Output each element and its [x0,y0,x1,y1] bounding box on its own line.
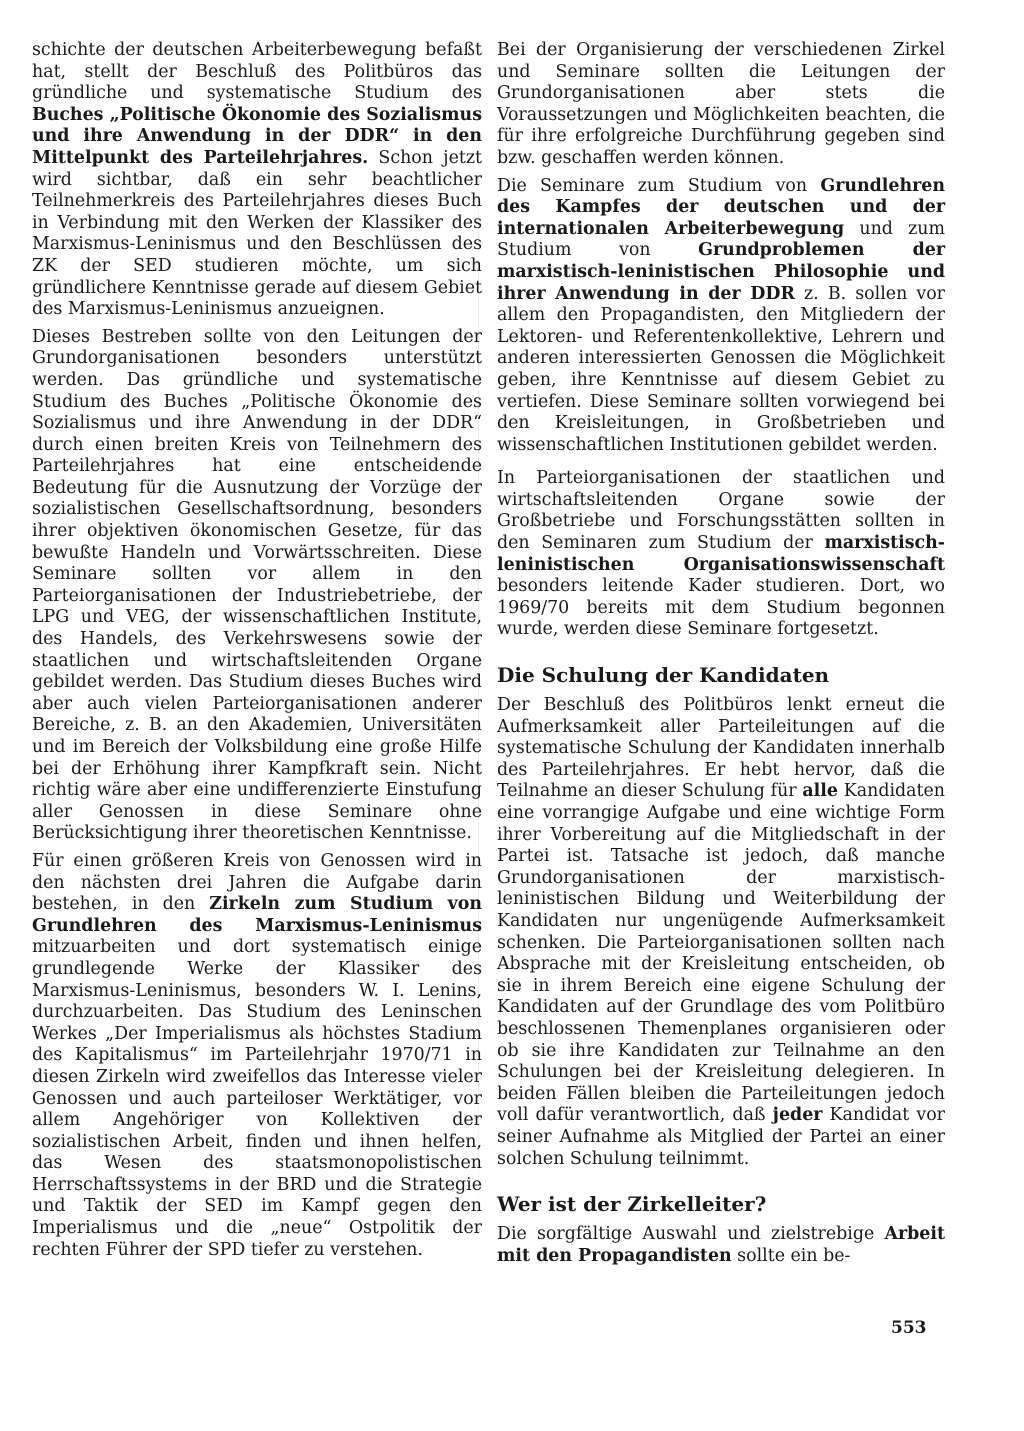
bold-text: alle [802,781,838,802]
paragraph [32,851,482,1261]
text-run: Kandidat vor seiner Aufnahme als Mitglied der Partei an einer solchen Schulung teilnimmt. [497,1105,945,1169]
text-run: Der Beschluß des Politbüros lenkt erneut die Aufmerksamkeit aller Parteileitungen auf die systematische Schulung der Kandidaten innerhalb des Parteilehrjahres. Er hebt hervor, daß die Teilnahme an dieser Schulung für [497,695,945,802]
paragraph [32,327,482,845]
text-run: sollte ein be- [731,1245,851,1266]
bold-text: Zirkeln zum Studium von Grundlehren des Marxismus-Leninismus [32,894,482,936]
text-run: Die sorgfältige Auswahl und zielstrebige [497,1224,885,1245]
section-heading: Wer ist der Zirkelleiter? [497,1192,767,1217]
page-number: 553 [891,1318,927,1338]
paragraph [497,695,945,1170]
text-run: z. B. sollen vor allem den Propagandisten, den Mitgliedern der Lektoren- und Referentenkollektive, Lehrern und anderen interessierten Genossen die Möglichkeit geben, ihre Kenntnisse auf diesem Gebiet zu vertiefen. Diese Seminare sollten vorwiegend bei den Kreisleitungen, in Großbetrieben und wissenschaftlichen Institutionen gebildet werden. [497,283,945,455]
text-run: mitzuarbeiten und dort systematisch einige grundlegende Werke der Klassiker des Marxismus-Leninismus, besonders W. I. Lenins, durchzuarbeiten. Das Studium des Leninschen Werkes „Der Imperialismus als höchstes Stadium des Kapitalismus“ im Parteilehrjahr 1970/71 in diesen Zirkeln wird zweifellos das Interesse vieler Genossen und auch parteiloser Werktätiger, vor allem Angehöriger von Kollektiven der sozialistischen Arbeit, finden und ihnen helfen, das Wesen des staatsmonopolistischen Herrschaftssystems in der BRD und die Strategie und Taktik der SED im Kampf gegen den Imperialismus und die „neue“ Ostpolitik der rechten Führer der SPD tiefer zu verstehen. [32,937,482,1260]
text-run: Dieses Bestreben sollte von den Leitungen der Grundorganisationen besonders unterstützt werden. Das gründliche und systematische Studium des Buches „Politische Ökonomie des Sozialismus und ihre Anwendung in der DDR“ durch einen breiten Kreis von Teilnehmern des Parteilehrjahres hat eine entscheidende Bedeutung für die Ausnutzung der Vorzüge der sozialistischen Gesellschaftsordnung, besonders ihrer objektiven ökonomischen Gesetze, für das bewußte Handeln und Vorwärtsschreiten. Diese Seminare sollten vor allem in den Parteiorganisationen der Industriebetriebe, der LPG und VEG, der wissenschaftlichen Institute, des Handels, des Verkehrswesens sowie der staatlichen und wirtschaftsleitenden Organe gebildet werden. Das Studium dieses Buches wird aber auch vielen Parteiorganisationen anderer Bereiche, z. B. an den Akademien, Universitäten und im Bereich der Volksbildung eine große Hilfe bei der Erhöhung ihrer Kampfkraft sein. Nicht richtig wäre aber eine undifferenzierte Einstufung aller Genossen in diese Seminare ohne Berücksichtigung ihrer theoretischen Kenntnisse. [32,326,482,844]
bold-text: Arbeit mit den Propagandisten [497,1224,945,1266]
bold-text: marxistisch-leninistischen Organisationswissenschaft [497,533,945,575]
text-run: Kandidaten eine vorrangige Aufgabe und eine wichtige Form ihrer Vorbereitung auf die Mitgliedschaft in der Partei ist. Tatsache ist jedoch, daß manche Grundorganisationen der marxistisch-leninistischen Bildung und Weiterbildung der Kandidaten nur ungenügende Aufmerksamkeit schenken. Die Parteiorganisationen sollten nach Absprache mit der Kreisleitung entscheiden, ob sie in ihrem Bereich eine eigene Schulung der Kandidaten auf der Grundlage des vom Politbüro beschlossenen Themenplanes organisieren oder ob sie ihre Kandidaten zur Teilnahme an den Schulungen bei der Kreisleitung delegieren. In beiden Fällen bleiben die Parteileitungen jedoch voll dafür verantwortlich, daß [497,781,945,1126]
bold-text: Grundlehren des Kampfes der deutschen und der internationalen Arbeiterbewegung [497,175,945,239]
left-column [32,40,482,1267]
text-run: Schon jetzt wird sichtbar, daß ein sehr beachtlicher Teilnehmerkreis des Parteilehrjahres dieses Buch in Verbindung mit den Werken der Klassiker des Marxismus-Leninismus und den Beschlüssen des ZK der SED studieren möchte, um sich gründlichere Kenntnisse gerade auf diesem Gebiet des Marxismus-Leninismus anzueignen. [32,147,482,320]
bold-text: Grundproblemen der marxistisch-leninistischen Philosophie und ihrer Anwendung in der DDR [497,240,945,304]
text-run: Die Seminare zum Studium von [497,175,821,196]
text-run: schichte der deutschen Arbeiterbewegung befaßt hat, stellt der Beschluß des Politbüros das gründliche und systematische Studium des [32,40,482,104]
paragraph [32,40,482,321]
text-run: Für einen größeren Kreis von Genossen wird in den nächsten drei Jahren die Aufgabe darin bestehen, in den [32,850,482,915]
right-column [497,40,945,1273]
paragraph [497,1224,945,1267]
bold-text: jeder [772,1105,823,1126]
paragraph [497,40,945,170]
text-run: In Parteiorganisationen der staatlichen und wirtschaftsleitenden Organe sowie der Großbetriebe und Forschungsstätten sollten in den Seminaren zum Studium der [497,468,945,554]
section-heading: Die Schulung der Kandidaten [497,663,830,688]
text-run: besonders leitende Kader studieren. Dort, wo 1969/70 bereits mit dem Studium begonnen wurde, werden diese Seminare fortgesetzt. [497,576,945,640]
text-run: Bei der Organisierung der verschiedenen Zirkel und Seminare sollten die Leitungen der Grundorganisationen aber stets die Voraussetzungen und Möglichkeiten beachten, die für ihre erfolgreiche Durchführung gegeben sind bzw. geschaffen werden können. [497,40,945,168]
bold-text: Buches „Politische Ökonomie des Sozialismus und ihre Anwendung in der DDR“ in den Mittelpunkt des Parteilehrjahres. [32,104,482,168]
paragraph [497,468,945,641]
text-run: und zum Studium von [497,218,945,261]
paragraph [497,176,945,457]
